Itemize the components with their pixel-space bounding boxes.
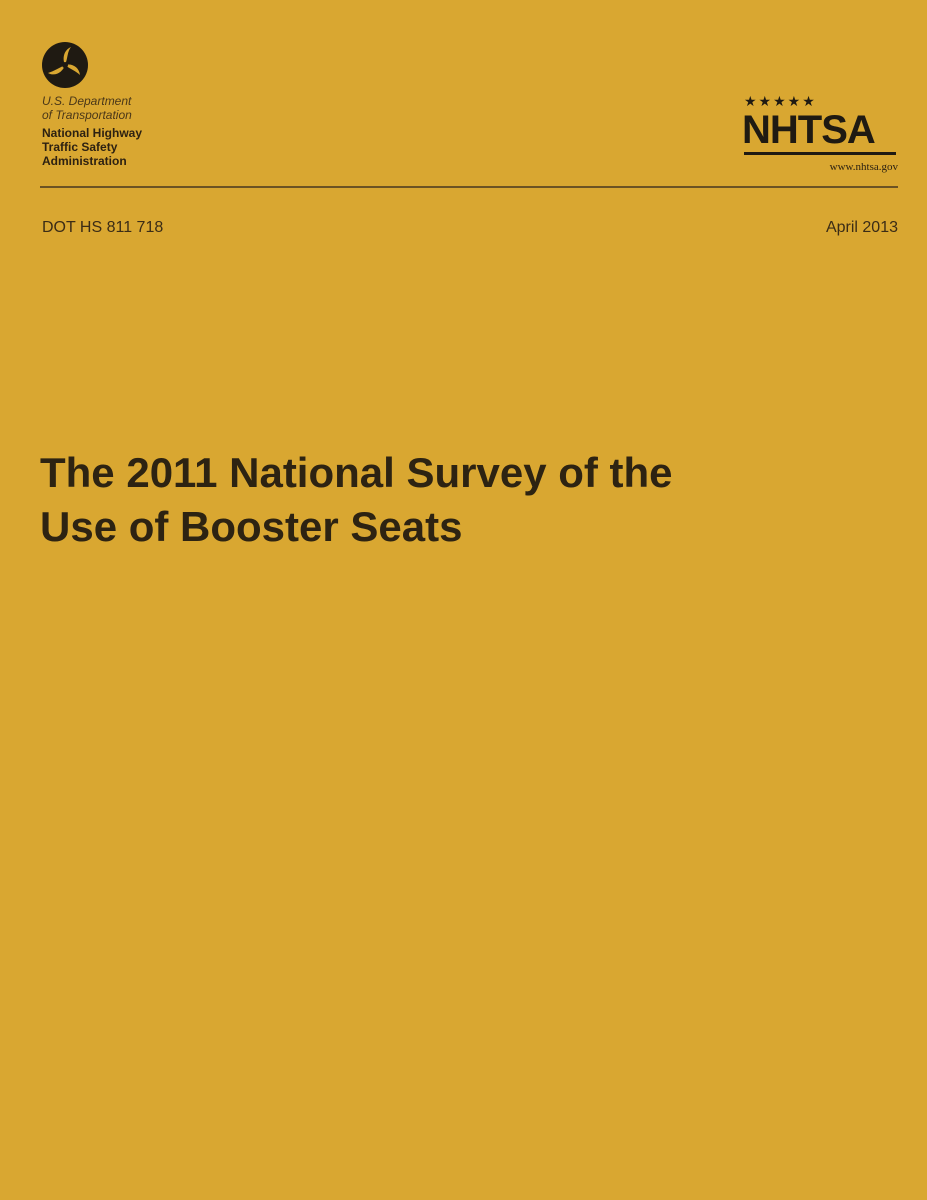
nhtsa-logo [740,94,898,186]
report-number: DOT HS 811 718 [42,219,164,236]
department-line-2: of Transportation [42,108,132,122]
header-divider [40,186,898,188]
nhtsa-stars-icon: ★★★★★ [744,93,817,109]
report-title-line-1: The 2011 National Survey of the [40,449,673,496]
nhtsa-wordmark: NHTSA [742,108,875,152]
agency-line-2: Traffic Safety [42,140,118,154]
nhtsa-logo-rule [744,152,896,155]
department-line-1: U.S. Department [42,94,132,108]
nhtsa-url: www.nhtsa.gov [829,161,898,173]
agency-line-3: Administration [42,154,127,168]
agency-line-1: National Highway [42,126,143,140]
agency-identity [42,94,142,168]
report-date: April 2013 [825,219,898,236]
report-title-line-2: Use of Booster Seats [40,503,463,550]
report-title [40,446,860,554]
dot-triskelion-icon [40,40,90,90]
